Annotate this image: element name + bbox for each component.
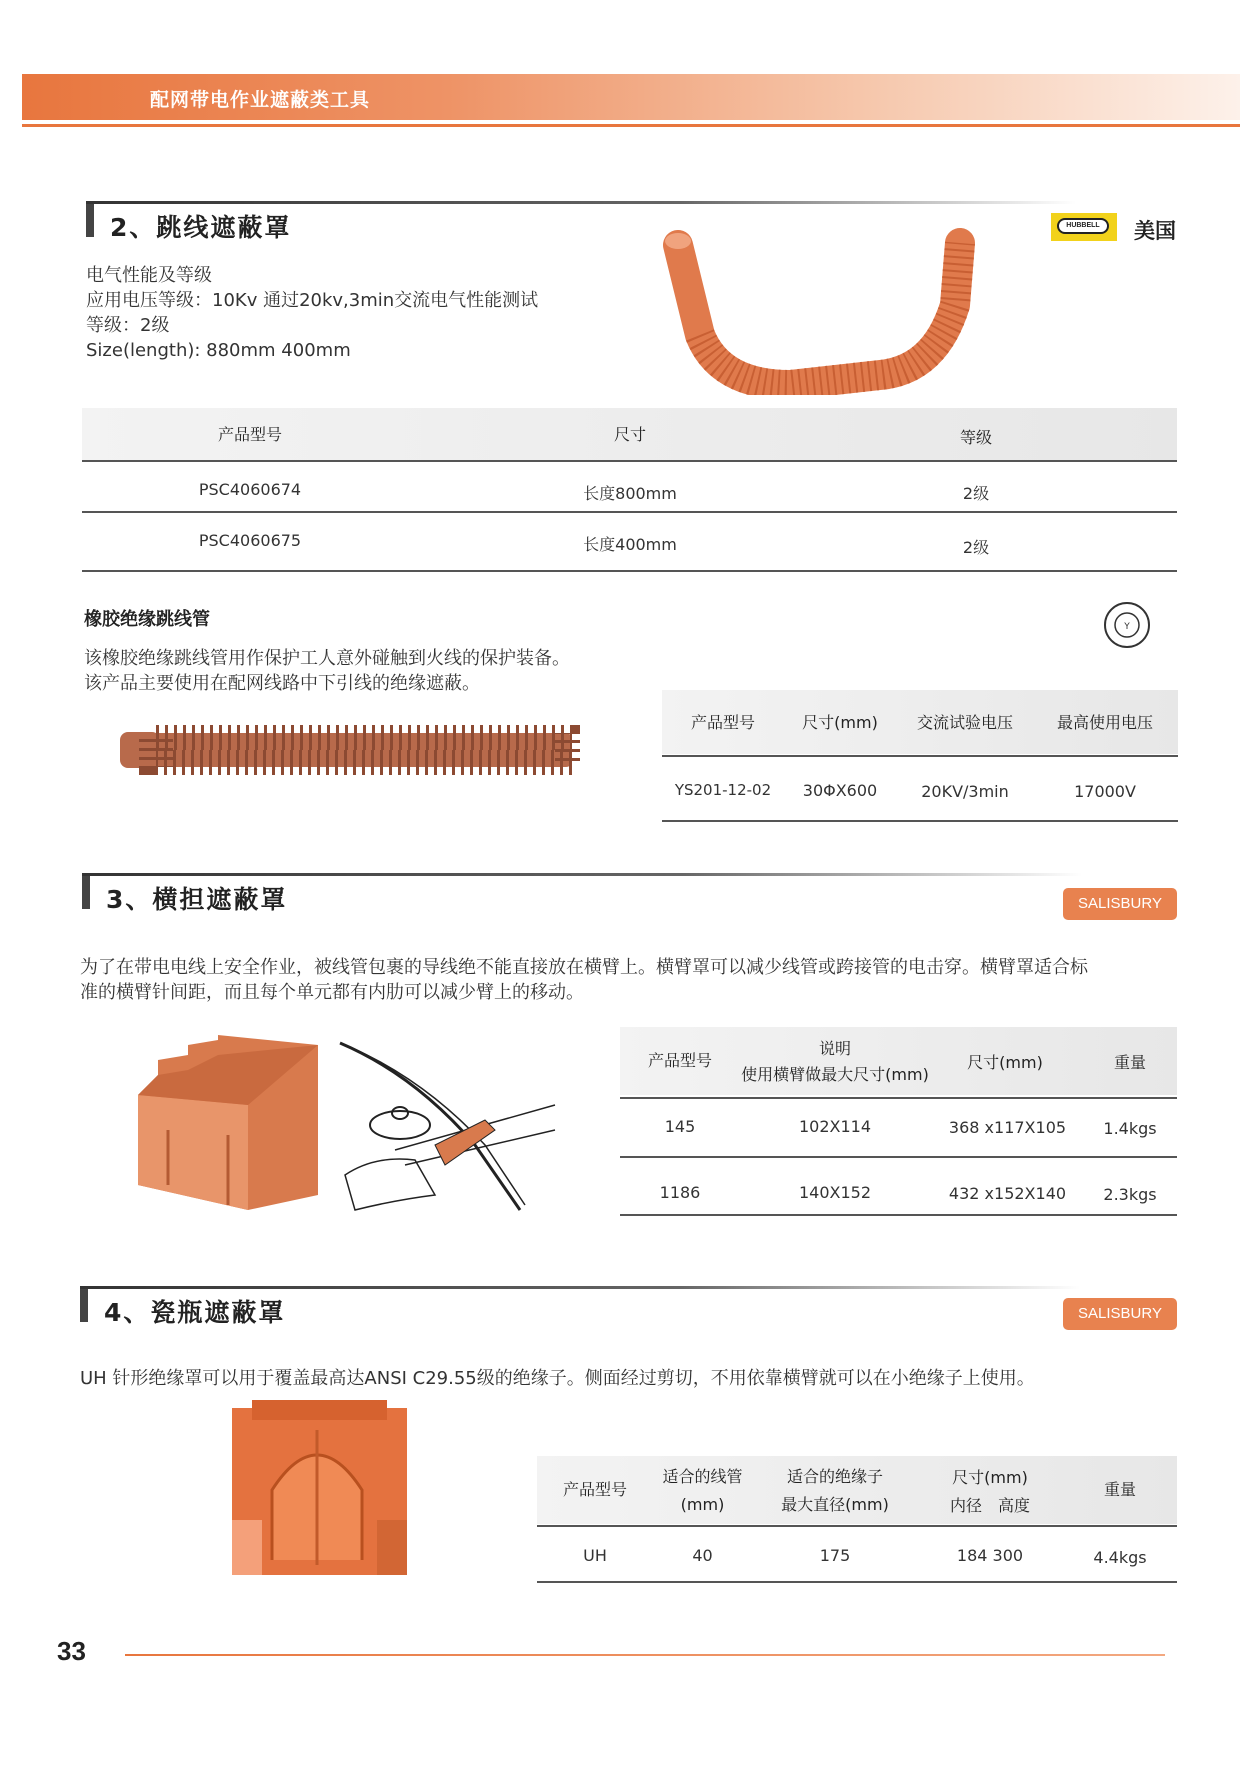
th-model: 产品型号	[562, 1480, 627, 1499]
desc-line: 应用电压等级：10Kv 通过20kv,3min交流电气性能测试	[86, 290, 539, 311]
header-banner	[22, 74, 1240, 120]
crossarm-installation-drawing	[335, 1035, 560, 1215]
table-cell: 2级	[962, 538, 990, 557]
table-cell: 368 x117X105	[948, 1118, 1067, 1137]
th-desc-sub: 使用横臂做最大尺寸(mm)	[741, 1065, 929, 1084]
desc-line: 该产品主要使用在配网线路中下引线的绝缘遮蔽。	[84, 673, 480, 694]
rubber-desc	[84, 646, 570, 696]
section-marker	[86, 201, 94, 237]
table-cell: 145	[664, 1117, 696, 1136]
section-rule	[80, 1286, 1080, 1289]
table-cell: 184 300	[956, 1546, 1024, 1565]
th-size: 尺寸(mm)	[952, 1468, 1028, 1487]
table-rule	[662, 820, 1178, 822]
th-insulator-sub: 最大直径(mm)	[781, 1495, 889, 1514]
desc-line: 该橡胶绝缘跳线管用作保护工人意外碰触到火线的保护装备。	[84, 648, 570, 669]
th-wire: 适合的线管	[662, 1467, 743, 1486]
desc-line: 等级：2级	[86, 315, 170, 336]
footer-rule	[125, 1654, 1165, 1656]
table-cell: 1.4kgs	[1103, 1119, 1157, 1138]
table-rule	[620, 1214, 1177, 1216]
section-marker	[80, 1286, 88, 1322]
table-rule	[537, 1581, 1177, 1583]
table-cell: 4.4kgs	[1093, 1548, 1147, 1567]
table-cell: 2级	[962, 484, 990, 503]
table-rule	[82, 570, 1177, 572]
salisbury-badge: SALISBURY	[1063, 1298, 1177, 1330]
table-cell: 20KV/3min	[921, 782, 1009, 801]
table-cell: UH	[583, 1546, 607, 1565]
table-cell: 40	[692, 1546, 713, 1565]
th-model: 产品型号	[217, 425, 282, 444]
th-size: 尺寸(mm)	[967, 1053, 1043, 1072]
table-rule	[82, 511, 1177, 513]
th-wire-unit: (mm)	[680, 1495, 725, 1514]
page-number: 33	[57, 1636, 86, 1666]
hubbell-logo	[1051, 213, 1117, 241]
table-cell: 432 x152X140	[948, 1184, 1067, 1203]
section-rule	[82, 873, 1082, 876]
section-rule	[86, 201, 1076, 204]
th-max-voltage: 最高使用电压	[1056, 713, 1153, 732]
table-cell: 1186	[659, 1183, 701, 1202]
section-4-title: 4、瓷瓶遮蔽罩	[104, 1298, 286, 1327]
table-cell: 长度400mm	[583, 535, 677, 554]
table-cell: 175	[819, 1546, 851, 1565]
banner-underline	[22, 124, 1240, 127]
table-cell: YS201-12-02	[674, 781, 772, 799]
section-2-title: 2、跳线遮蔽罩	[110, 213, 292, 242]
table-cell: 30ΦX600	[802, 781, 878, 800]
table-cell: 102X114	[798, 1117, 872, 1136]
desc-line: Size(length): 880mm 400mm	[86, 340, 351, 361]
th-insulator: 适合的绝缘子	[786, 1467, 883, 1486]
table-cell: 2.3kgs	[1103, 1185, 1157, 1204]
table-cell: 长度800mm	[583, 484, 677, 503]
th-desc: 说明	[818, 1039, 851, 1058]
country-label: 美国	[1134, 219, 1176, 243]
section-4-desc: UH 针形绝缘罩可以用于覆盖最高达ANSI C29.55级的绝缘子。侧面经过剪切，不用依靠横臂就可以在小绝缘子上使用。	[80, 1368, 1035, 1389]
desc-line: 电气性能及等级	[86, 265, 212, 286]
banner-title: 配网带电作业遮蔽类工具	[150, 89, 371, 111]
rubber-hose-image	[120, 725, 580, 775]
th-size: 尺寸	[613, 425, 646, 444]
th-test-voltage: 交流试验电压	[916, 713, 1013, 732]
th-weight: 重量	[1103, 1480, 1136, 1499]
th-model: 产品型号	[690, 713, 755, 732]
desc-line: 为了在带电电线上安全作业，被线管包裹的导线绝不能直接放在横臂上。横臂罩可以减少线管或跨接管的电击穿。横臂罩适合标	[80, 957, 1088, 978]
table-rule	[620, 1097, 1177, 1099]
table-rule	[537, 1525, 1177, 1527]
section-2-desc	[86, 263, 538, 363]
desc-line: 准的横臂针间距，而且每个单元都有内肋可以减少臂上的移动。	[80, 982, 584, 1003]
section-3-desc	[80, 955, 1088, 1005]
section-marker	[82, 873, 90, 909]
th-size: 尺寸(mm)	[802, 713, 878, 732]
insulator-cover-image	[232, 1400, 407, 1575]
table-rule	[82, 460, 1177, 462]
th-size-sub: 内径 高度	[949, 1496, 1030, 1515]
th-weight: 重量	[1113, 1053, 1146, 1072]
salisbury-badge: SALISBURY	[1063, 888, 1177, 920]
th-grade: 等级	[959, 428, 992, 447]
hubbell-logo-text: HUBBELL	[1057, 218, 1109, 234]
table-rule	[620, 1156, 1177, 1158]
table-cell: 140X152	[798, 1183, 872, 1202]
table-cell: 17000V	[1074, 782, 1136, 801]
crossarm-cover-image	[128, 1035, 328, 1215]
rubber-title: 橡胶绝缘跳线管	[84, 609, 210, 630]
table-cell: PSC4060675	[198, 531, 302, 550]
jumper-cover-image	[660, 225, 990, 395]
th-model: 产品型号	[647, 1051, 712, 1070]
section-3-title: 3、横担遮蔽罩	[106, 885, 288, 914]
svg-text:Y: Y	[1124, 622, 1130, 632]
table-rule	[662, 755, 1178, 757]
yotsugi-logo	[1102, 600, 1152, 650]
table-cell: PSC4060674	[198, 480, 302, 499]
